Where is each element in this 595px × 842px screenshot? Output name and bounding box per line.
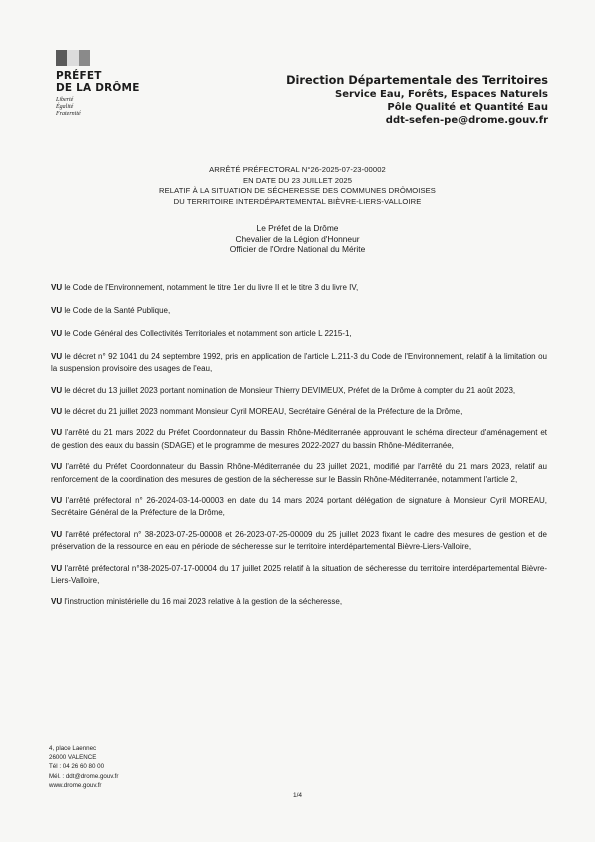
arrete-date: EN DATE DU 23 JUILLET 2025 (242, 175, 353, 185)
arrete-subject-line1: RELATIF À LA SITUATION DE SÉCHERESSE DES COMMUNES DRÔMOISES (159, 186, 436, 195)
vu-list (51, 282, 547, 609)
vu-label: VU (51, 597, 63, 607)
prefet-title-block (0, 223, 595, 255)
footer-email[interactable]: Mél. : ddt@drome.gouv.fr (49, 772, 119, 780)
vu-paragraph (51, 351, 547, 376)
arrete-subject-line2: DU TERRITOIRE INTERDÉPARTEMENTAL BIÈVRE-LIERS-VALLOIRE (173, 196, 422, 206)
pole-name: Pôle Qualité et Quantité Eau (387, 102, 548, 113)
vu-label: VU (51, 406, 63, 416)
prefecture-logo (56, 50, 166, 118)
republic-motto (56, 97, 166, 118)
logo-title-line2: DE LA DRÔME (56, 82, 140, 94)
vu-paragraph (51, 305, 547, 317)
marianne-flag-icon (56, 50, 90, 66)
vu-text: le Code de la Santé Publique, (64, 305, 171, 315)
vu-label: VU (51, 495, 63, 505)
logo-title-line1: PRÉFET (56, 70, 102, 82)
motto-fraternite: Fraternité (56, 111, 81, 117)
motto-egalite: Égalité (56, 104, 74, 110)
vu-paragraph (51, 282, 547, 294)
vu-text: l'arrêté préfectoral n° 26-2024-03-14-00003 en date du 14 mars 2024 portant délégation de signature à Monsieur Cyril MOREAU, Secrétaire Général de la Préfecture de la Drôme, (51, 495, 547, 518)
vu-text: l'instruction ministérielle du 16 mai 2023 relative à la gestion de la sécheresse, (64, 597, 343, 607)
motto-liberte: Liberté (56, 97, 74, 103)
footer-city: 26000 VALENCE (49, 754, 97, 762)
vu-label: VU (51, 462, 63, 472)
vu-paragraph (51, 427, 547, 452)
vu-paragraph (51, 385, 547, 397)
vu-paragraph (51, 328, 547, 340)
vu-text: l'arrêté préfectoral n° 38-2023-07-25-00008 et 26-2023-07-25-00009 du 25 juillet 2023 fixant le cadre des mesures de gestion et de préservation de la ressource en eau en période de sécheresse sur le territoire interdépartemental Bièvre-Liers-Valloire, (51, 529, 547, 552)
vu-label: VU (51, 563, 63, 573)
vu-text: le décret du 13 juillet 2023 portant nomination de Monsieur Thierry DEVIMEUX, Préfet de la Drôme à compter du 21 août 2023, (64, 385, 516, 395)
vu-text: l'arrêté préfectoral n°38-2025-07-17-00004 du 17 juillet 2025 relatif à la situation de sécheresse du territoire interdépartemental Bièvre-Liers-Valloire, (51, 563, 547, 585)
vu-text: l'arrêté du 21 mars 2022 du Préfet Coordonnateur du Bassin Rhône-Méditerranée approuvant le schéma directeur d'aménagement et de gestion des eaux du bassin (SDAGE) et le programme de mesures 2022-2027 du bassin Rhône-Méditerranée, (51, 428, 547, 450)
vu-paragraph (51, 596, 547, 608)
service-name: Service Eau, Forêts, Espaces Naturels (335, 89, 548, 100)
service-email[interactable]: ddt-sefen-pe@drome.gouv.fr (385, 115, 548, 126)
vu-label: VU (51, 305, 63, 315)
vu-paragraph (51, 563, 547, 588)
footer-street: 4, place Laennec (49, 745, 97, 752)
vu-label: VU (51, 529, 63, 539)
vu-label: VU (51, 328, 63, 338)
vu-text: l'arrêté du Préfet Coordonnateur du Bassin Rhône-Méditerranée du 23 juillet 2021, modifié par l'arrêté du 21 mars 2023, relatif au renforcement de la coordination des mesures de gestion de la sécheresse sur le Bassin Rhône-Méditerranée, notamment l'article 2, (51, 462, 547, 484)
vu-paragraph (51, 406, 547, 418)
vu-text: le décret du 21 juillet 2023 nommant Monsieur Cyril MOREAU, Secrétaire Général de la Préfecture de la Drôme, (64, 406, 463, 416)
direction-title: Direction Départementale des Territoires (286, 74, 548, 87)
arrete-number: ARRÊTÉ PRÉFECTORAL N°26-2025-07-23-00002 (209, 165, 386, 174)
vu-label: VU (51, 428, 63, 438)
prefet-honor-2: Officier de l'Ordre National du Mérite (229, 244, 366, 254)
vu-paragraph (51, 529, 547, 554)
direction-header (286, 74, 548, 127)
vu-paragraph (51, 495, 547, 520)
vu-label: VU (51, 283, 63, 292)
vu-text: le décret n° 92 1041 du 24 septembre 1992, pris en application de l'article L.211-3 du Code de l'Environnement, relatif à la limitation ou la suspension provisoire des usages de l'eau, (51, 351, 547, 374)
vu-text: le Code Général des Collectivités Territoriales et notamment son article L 2215-1, (64, 328, 352, 338)
arrete-title (0, 165, 595, 207)
prefet-honor-1: Chevalier de la Légion d'Honneur (235, 233, 360, 244)
vu-paragraph (51, 461, 547, 486)
page-number: 1/4 (292, 792, 303, 799)
footer-address (49, 744, 118, 790)
vu-label: VU (51, 351, 63, 361)
footer-phone: Tél : 04 26 60 80 00 (49, 763, 105, 771)
vu-text: le Code de l'Environnement, notamment le titre 1er du livre II et le titre 3 du livre IV, (64, 283, 359, 292)
vu-label: VU (51, 385, 63, 395)
prefet-name: Le Préfet de la Drôme (256, 223, 339, 233)
footer-website[interactable]: www.drome.gouv.fr (49, 781, 102, 789)
